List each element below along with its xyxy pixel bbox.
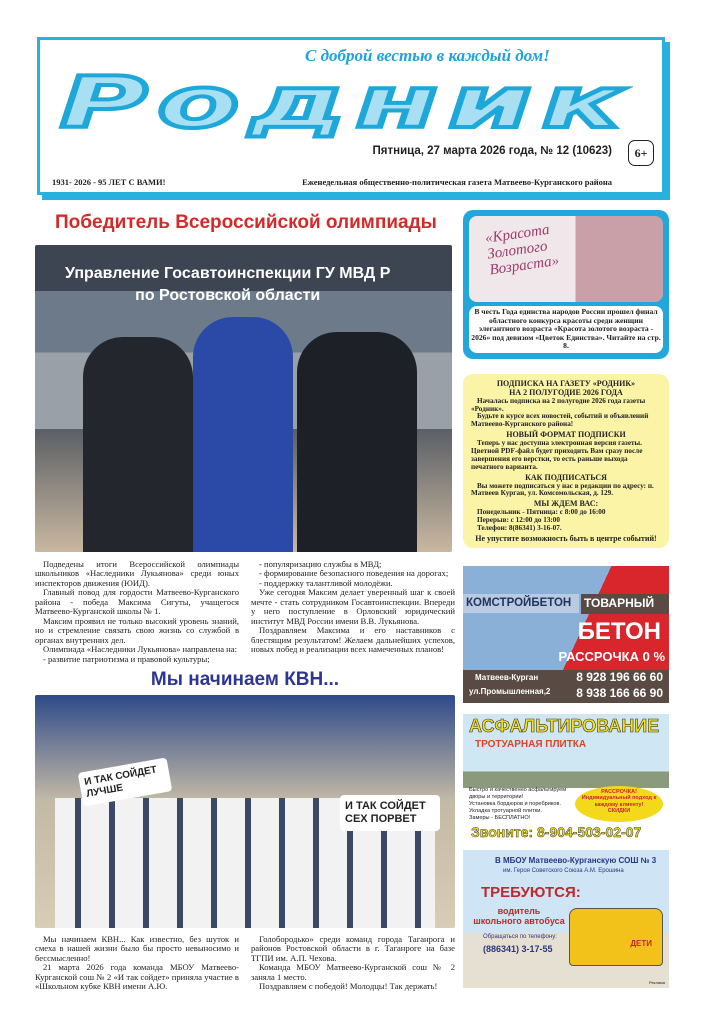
closing-line: Не упустите возможность быть в центре событий!: [475, 533, 657, 543]
discount-badge: [575, 786, 663, 822]
subscription-subtitle: НА 2 ПОЛУГОДИЕ 2026 ГОДА: [509, 387, 623, 397]
badge-line: Индивидуальный подход к каждому клиенту!: [581, 795, 657, 808]
masthead: [37, 37, 665, 195]
ad-concrete[interactable]: [463, 566, 669, 703]
street: ул.Промышленная,2: [469, 687, 551, 696]
service: Укладка тротуарной плитки.: [469, 807, 542, 814]
photo-banner: [65, 263, 390, 308]
article2-photo: [35, 695, 455, 928]
age-rating: 6+: [628, 140, 654, 166]
ad-word: ТОВАРНЫЙ: [581, 594, 669, 614]
article2-headline: Мы начинаем КВН...: [150, 669, 340, 690]
paragraph: Вы можете подписаться у нас в редакции по адресу: п. Матвеев Курган, ул. Комсомольская, д. 129.: [471, 481, 654, 498]
ad-subtitle: ТРОТУАРНАЯ ПЛИТКА: [475, 739, 587, 750]
paragraph: Поздравляем с победой! Молодцы! Так держать!: [259, 981, 438, 992]
school-name: им. Героя Советского Союза А.М. Ерошина: [503, 868, 624, 874]
ad-bus-driver[interactable]: [463, 850, 669, 988]
school-bus: [569, 908, 663, 966]
banner-line: Управление Госавтоинспекции ГУ МВД Р: [65, 265, 391, 282]
phone: 8 928 196 66 60: [576, 670, 663, 684]
person: [193, 317, 293, 552]
paragraph: Будьте в курсе всех новостей, событий и объявлений Матвеево-Курганского района!: [471, 412, 649, 429]
issue-date: Пятница, 27 марта 2026 года, № 12 (10623): [372, 145, 612, 157]
subscription-box: [463, 374, 669, 548]
phone: Звоните: 8-904-503-02-07: [471, 824, 642, 840]
paragraph: - популяризацию службы в МВД;: [259, 559, 382, 569]
installment: РАССРОЧКА 0 %: [558, 649, 665, 664]
newspaper-description: Еженедельная общественно-политическая газета Матвеево-Курганского района: [302, 177, 612, 187]
required: ТРЕБУЮТСЯ:: [481, 884, 581, 901]
paragraph: Подведены итоги Всероссийской олимпиады школьников «Наследники Лукьянова» среди юных инспекторов движения (ЮИД).: [35, 559, 239, 588]
banner-line: по Ростовской области: [135, 287, 321, 305]
paragraph: - формирование безопасного поведения на дорогах;: [259, 568, 449, 579]
paragraph: 21 марта 2026 года команда МБОУ Матвеево-Курганской сош № 2 «И так сойдет» приняла участие в «Школьном кубке КВН имени А.Ю.: [35, 962, 239, 992]
phone: (886341) 3-17-55: [483, 944, 553, 954]
paragraph: - поддержку талантливой молодёжи.: [259, 577, 393, 588]
paragraph: Команда МБОУ Матвеево-Курганской сош № 2 заняла 1 место.: [251, 962, 455, 982]
subscription-title: ПОДПИСКА НА ГАЗЕТУ «РОДНИК»: [496, 379, 636, 388]
paragraph: Главный повод для гордости Матвеево-Курганского района - победа Максима Сигуты, учащегося Матвеево-Курганской школы № 1.: [35, 587, 239, 617]
ad-asphalt[interactable]: [463, 714, 669, 842]
badge-line: СКИДКИ: [607, 807, 631, 814]
paragraph: - развитие патриотизма и правовой культуры;: [43, 653, 210, 664]
ad-title: АСФАЛЬТИРОВАНИЕ: [469, 716, 660, 736]
ad-services: [469, 787, 574, 822]
anniversary: 1931- 2026 - 95 ЛЕТ С ВАМИ!: [52, 177, 166, 187]
article2-text: [35, 935, 455, 992]
paragraph: Уже сегодня Максим делает уверенный шаг к своей мечте - стать сотрудником Госавтоинспекции. Впереди у него поступление в Орловский юридический институт МВД России имени В.В. Лукьянова.: [251, 587, 455, 626]
beauty-contest-teaser[interactable]: [463, 210, 669, 359]
service: Быстро и качественно асфальтируем дворы и территории!: [469, 787, 567, 800]
paragraph: Олимпиада «Наследники Лукьянова» направлена на:: [43, 644, 237, 655]
section-heading: МЫ ЖДЕМ ВАС:: [533, 499, 599, 509]
city: Матвеев-Курган: [475, 673, 539, 682]
service: Замеры - БЕСПЛАТНО!: [469, 814, 531, 821]
section-heading: НОВЫЙ ФОРМАТ ПОДПИСКИ: [506, 430, 626, 440]
section-heading: КАК ПОДПИСАТЬСЯ: [525, 472, 607, 482]
ad-word: БЕТОН: [577, 618, 661, 645]
paragraph: Теперь у нас доступна электронная версия газеты. Цветной PDF-файл будет приходить Вам сразу после завершения его верстки, то есть раньше выхода печатного варианта.: [471, 439, 643, 471]
break-hours: Перерыв: с 12:00 до 13:00: [477, 516, 560, 525]
position: водитель школьного автобуса: [473, 906, 565, 927]
paragraph: Максим проявил не только высокий уровень знаний, но и стремление связать свою жизнь со службой в органах внутренних дел.: [35, 615, 239, 645]
paragraph: Поздравляем Максима и его наставников с блестящим результатом! Желаем дальнейших успехов, новых побед и реализации всех намеченных планов!: [251, 625, 455, 655]
hours: Понедельник - Пятница: с 8:00 до 16:00: [477, 508, 606, 517]
badge-line: РАССРОЧКА!: [601, 789, 637, 795]
teaser-caption: В честь Года единства народов России прошел финал областного конкурса красоты среди женщин элегантного возраста «Красота золотого возраста - 2026» под девизом «Цветок Единства». Читайте на стр. 8.: [469, 306, 663, 353]
newspaper-logo: Родник: [60, 62, 633, 144]
contest-photo: [469, 216, 663, 302]
school: В МБОУ Матвеево-Курганскую СОШ № 3: [495, 856, 657, 865]
person: [83, 337, 193, 552]
paragraph: Мы начинаем КВН... Как известно, без шуток и смеха в нашей жизни было бы просто невыносимо и бессмысленно!: [35, 934, 239, 963]
article1-text: [35, 560, 455, 664]
photo-title: «Красота Золотого Возраста»: [484, 221, 561, 278]
contact-label: Обращаться по телефону:: [483, 934, 557, 940]
slogan: С доброй вестью в каждый дом!: [305, 46, 550, 65]
ad-mark: Реклама: [648, 980, 665, 986]
article1-headline: Победитель Всероссийской олимпиады: [55, 212, 437, 233]
phone: Телефон: 8(86341) 3-16-07.: [477, 524, 562, 533]
service: Установка бордюров и поребриков.: [469, 800, 562, 807]
paragraph: Началась подписка на 2 полугодие 2026 года газеты «Родник».: [471, 396, 646, 413]
paragraph: Голобородько» среди команд города Таганрога и районов Ростовской области в г. Таганроге на базе ТГПИ им. А.П. Чехова.: [251, 934, 455, 963]
team-sign: И ТАК СОЙДЕТ ЛУЧШЕ: [78, 757, 173, 806]
article1-photo: [35, 245, 452, 552]
person: [297, 332, 417, 552]
bus-label: ДЕТИ: [630, 939, 652, 948]
team-sign: И ТАК СОЙДЕТ СЕХ ПОРВЕТ: [340, 795, 440, 831]
company-name: КОМСТРОЙБЕТОН: [463, 594, 579, 613]
phone: 8 938 166 66 90: [576, 686, 663, 700]
